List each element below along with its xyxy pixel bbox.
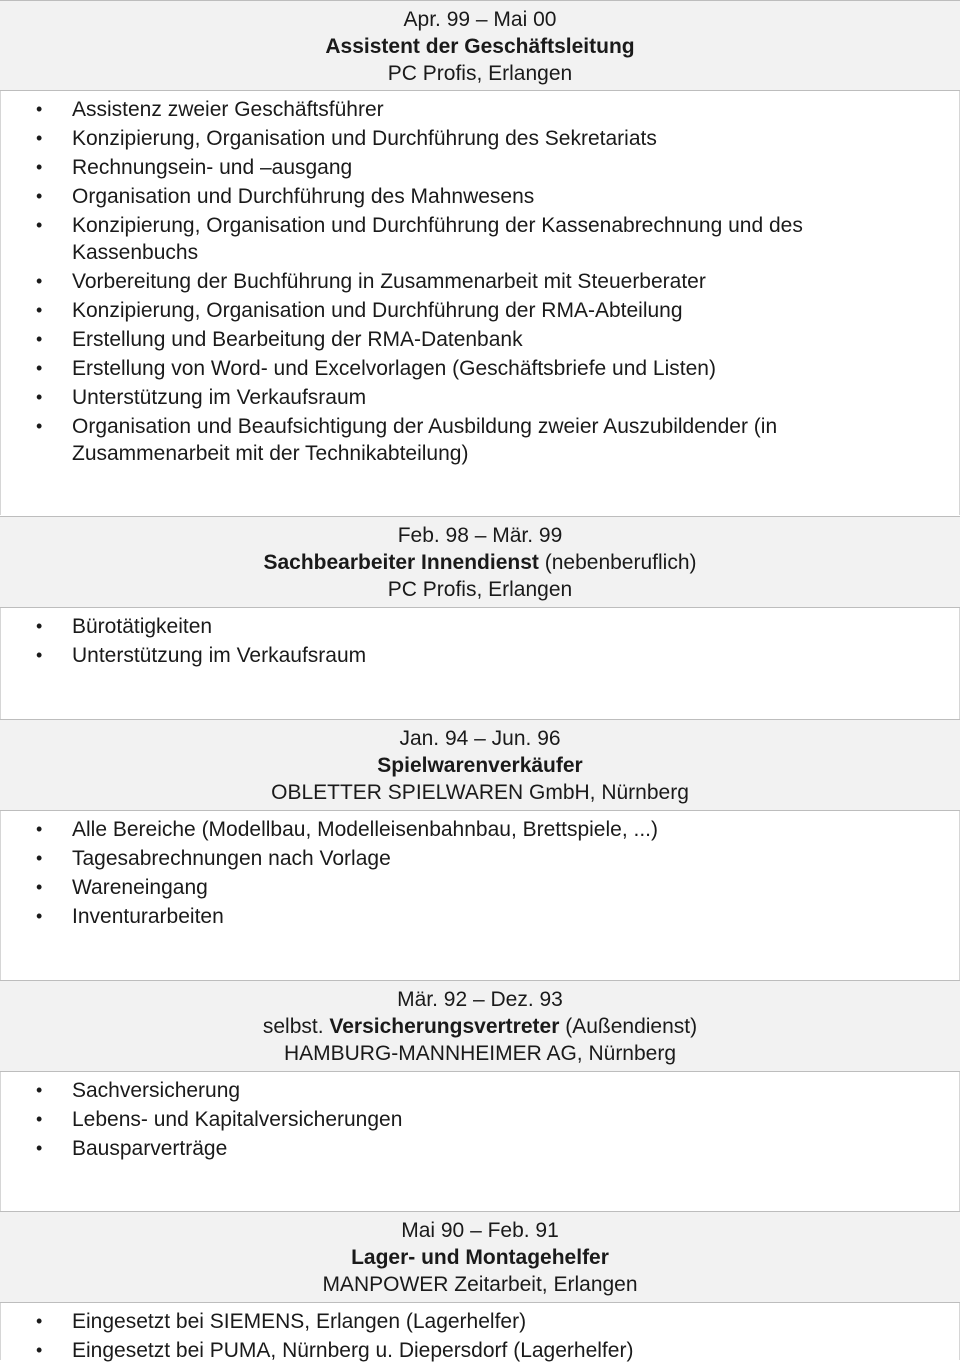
job-header [0,516,960,608]
job-company: OBLETTER SPIELWAREN GmbH, Nürnberg [271,781,689,804]
task-list [0,1072,960,1162]
job-period: Jan. 94 – Jun. 96 [399,727,561,750]
list-item: • Bausparverträge [36,1137,228,1160]
bullet-icon: • [36,645,43,665]
bullet-icon: • [36,1138,43,1158]
job-header [0,0,960,91]
bullet-icon: • [36,1109,43,1129]
job-company: HAMBURG-MANNHEIMER AG, Nürnberg [283,1042,677,1065]
job-period: Feb. 98 – Mär. 99 [397,524,563,547]
bullet-icon: • [36,387,43,407]
bullet-icon: • [36,157,43,177]
task-list [0,811,960,930]
list-item: • Rechnungsein- und –ausgang [36,156,353,179]
list-item: • Organisation und Beaufsichtigung der Ausbildung zweier Auszubildender (in Zusammenarbeit mit der Technikabteilung) [36,415,778,465]
bullet-icon: • [36,99,43,119]
list-item: • Erstellung und Bearbeitung der RMA-Datenbank [36,328,523,351]
bullet-icon: • [36,215,43,235]
list-item: • Eingesetzt bei SIEMENS, Erlangen (Lagerhelfer) [36,1310,527,1333]
job-title-suffix: (Außendienst) [559,1015,698,1038]
job-period: Mai 90 – Feb. 91 [401,1219,559,1242]
job-title [0,1244,960,1271]
bullet-icon: • [36,416,43,436]
job-title-suffix: (nebenberuflich) [538,551,697,574]
list-item: • Unterstützung im Verkaufsraum [36,644,367,667]
job-title-bold: Versicherungsvertreter [329,1015,560,1038]
job-title-bold: Assistent der Geschäftsleitung [325,35,635,58]
job-entry-3 [0,719,960,981]
bullet-icon: • [36,186,43,206]
bullet-icon: • [36,616,43,636]
job-title-prefix: selbst. [262,1015,330,1038]
bullet-icon: • [36,1340,43,1360]
bullet-icon: • [36,271,43,291]
task-list [0,608,960,669]
job-title-bold: Spielwarenverkäufer [377,754,583,777]
list-item: • Bürotätigkeiten [36,615,213,638]
bullet-icon: • [36,819,43,839]
job-header [0,719,960,811]
bullet-icon: • [36,1080,43,1100]
job-period: Mär. 92 – Dez. 93 [397,988,563,1011]
list-item: • Wareneingang [36,876,208,899]
job-entry-5 [0,1211,960,1360]
list-item: • Sachversicherung [36,1079,241,1102]
job-title [0,1013,960,1040]
bullet-icon: • [36,358,43,378]
bullet-icon: • [36,329,43,349]
list-item: • Tagesabrechnungen nach Vorlage [36,847,391,870]
job-title [0,33,960,60]
list-item: • Organisation und Durchführung des Mahnwesens [36,185,535,208]
bullet-icon: • [36,128,43,148]
list-item: • Konzipierung, Organisation und Durchführung des Sekretariats [36,127,657,150]
job-period: Apr. 99 – Mai 00 [403,8,557,31]
job-header [0,980,960,1072]
job-company: MANPOWER Zeitarbeit, Erlangen [322,1273,638,1296]
list-item: • Vorbereitung der Buchführung in Zusammenarbeit mit Steuerberater [36,270,706,293]
bullet-icon: • [36,1311,43,1331]
job-company: PC Profis, Erlangen [387,578,573,601]
list-item: • Konzipierung, Organisation und Durchführung der Kassenabrechnung und des Kassenbuchs [36,214,803,264]
bullet-icon: • [36,300,43,320]
list-item: • Erstellung von Word- und Excelvorlagen (Geschäftsbriefe und Listen) [36,357,716,380]
job-entry-2 [0,516,960,719]
list-item: • Eingesetzt bei PUMA, Nürnberg u. Diepersdorf (Lagerhelfer) [36,1339,634,1362]
job-title [0,752,960,779]
bullet-icon: • [36,877,43,897]
job-entry-4 [0,980,960,1211]
task-list [0,91,960,467]
job-company: PC Profis, Erlangen [387,62,573,85]
list-item: • Konzipierung, Organisation und Durchführung der RMA-Abteilung [36,299,683,322]
list-item: • Lebens- und Kapitalversicherungen [36,1108,403,1131]
job-title-bold: Sachbearbeiter Innendienst [263,551,539,574]
bullet-icon: • [36,906,43,926]
job-entry-1 [0,0,960,515]
job-header [0,1211,960,1303]
list-item: • Unterstützung im Verkaufsraum [36,386,367,409]
list-item: • Inventurarbeiten [36,905,224,928]
task-list [0,1303,960,1364]
bullet-icon: • [36,848,43,868]
list-item: • Alle Bereiche (Modellbau, Modelleisenbahnbau, Brettspiele, ...) [36,818,659,841]
job-title [0,549,960,576]
list-item: • Assistenz zweier Geschäftsführer [36,98,384,121]
job-title-bold: Lager- und Montagehelfer [351,1246,609,1269]
